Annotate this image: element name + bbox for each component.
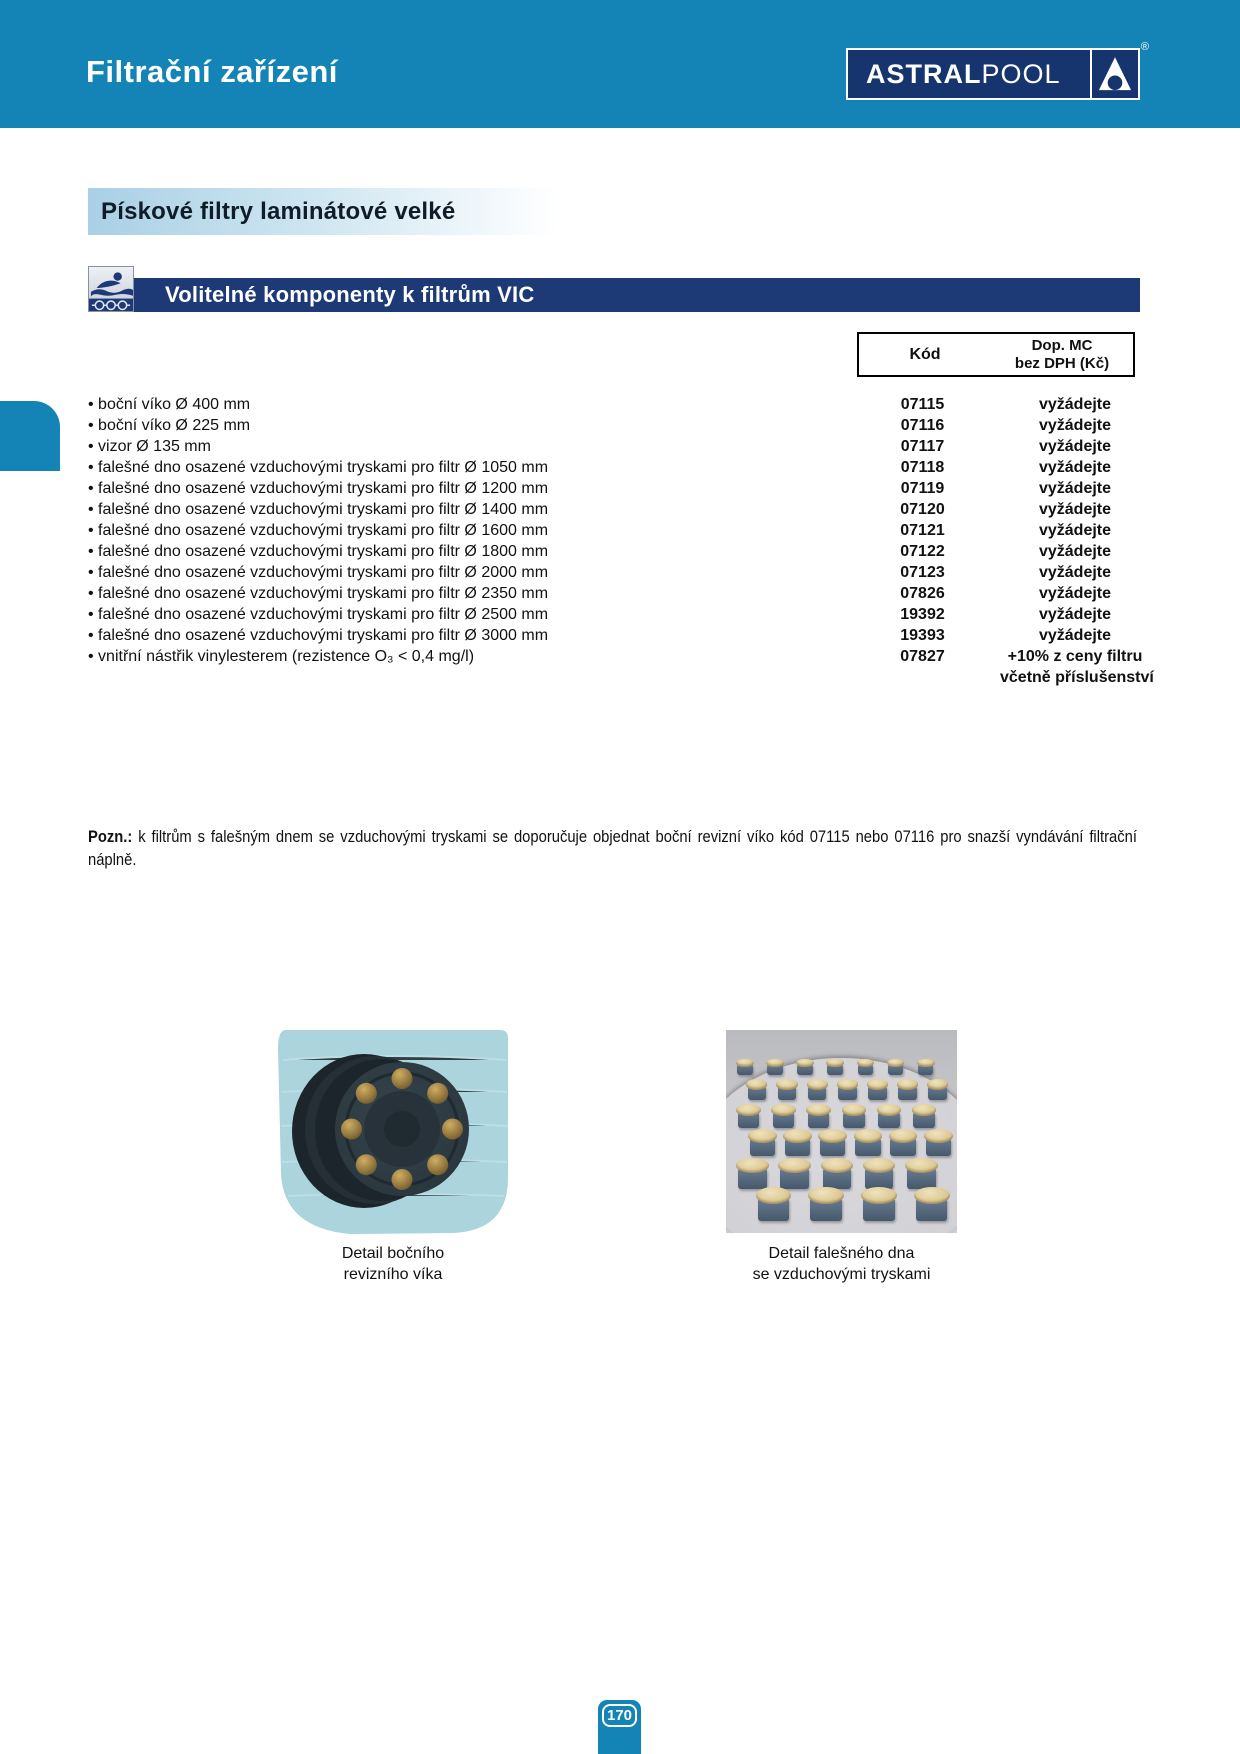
nozzle-decoration [738,1112,760,1128]
table-row [0,562,1240,583]
component-code: 19393 [900,627,945,644]
nozzle-cap [736,1104,761,1116]
table-row [0,415,1240,436]
swimmer-icon [88,266,134,312]
nozzle-cap [917,1059,935,1067]
component-price: vyžádejte [1038,480,1112,497]
table-row [0,436,1240,457]
component-label: • vnitřní nástřik vinylesterem (rezistence O₃ < 0,4 mg/l) [88,646,474,667]
section-title: Pískové filtry laminátové velké [101,197,456,225]
nozzle-decoration [918,1064,934,1075]
registered-mark: ® [1140,41,1149,53]
component-label: • falešné dno osazené vzduchovými tryskami pro filtr Ø 1400 mm [88,499,548,520]
figure-caption-right: Detail falešného dna se vzduchovými tryskami [752,1245,931,1283]
nozzle-decoration [838,1086,857,1100]
nozzle-cap [914,1187,950,1204]
nozzle-decoration [797,1064,813,1075]
nozzle-cap [778,1158,810,1173]
nozzle-decoration [810,1198,842,1221]
component-label: • falešné dno osazené vzduchovými tryskami pro filtr Ø 1800 mm [88,541,548,562]
table-row [0,520,1240,541]
nozzle-cap [821,1158,853,1173]
nozzle-cap [746,1079,767,1089]
nozzle-decoration [843,1112,865,1128]
table-header [857,332,1135,377]
nozzle-cap [924,1129,953,1143]
nozzle-decoration [858,1064,874,1075]
nozzle-cap [776,1079,797,1089]
note-label: Pozn.: [88,828,133,846]
nozzle-decoration [737,1064,753,1075]
component-label: • falešné dno osazené vzduchovými tryskami pro filtr Ø 2350 mm [88,583,548,604]
nozzle-decoration [778,1086,797,1100]
component-price: vyžádejte [1038,459,1112,476]
table-row [0,646,1240,667]
nozzle-decoration [780,1168,809,1189]
nozzle-cap [796,1059,814,1067]
note-text: k filtrům s falešným dnem se vzduchovými tryskami se doporučuje objednat boční revizní víko kód 07115 nebo 07116 pro snazší vyndávání filtrační náplně. [88,828,1137,869]
component-code: 07827 [900,648,945,665]
nozzle-decoration [827,1064,843,1075]
note [88,826,1137,872]
subsection-title-bar [134,278,1140,312]
nozzle-decoration [820,1138,845,1156]
column-header-code: Kód [909,345,941,363]
component-label: • boční víko Ø 225 mm [88,415,250,436]
nozzle-cap [912,1104,937,1116]
figure-caption-left: Detail bočního revizního víka [341,1245,445,1283]
component-code: 07117 [900,438,945,455]
component-price: vyžádejte [1038,522,1112,539]
component-price: vyžádejte [1038,606,1112,623]
nozzle-cap [837,1079,858,1089]
component-code: 07120 [900,501,945,518]
astralpool-a-icon [1090,50,1138,98]
component-label: • falešné dno osazené vzduchovými tryskami pro filtr Ø 1050 mm [88,457,548,478]
nozzle-cap [806,1104,831,1116]
nozzle-cap [748,1129,777,1143]
page-header [0,0,1240,128]
component-code: 07116 [900,417,945,434]
table-row [0,457,1240,478]
component-code: 07826 [900,585,945,602]
nozzle-decoration [878,1112,900,1128]
component-price: vyžádejte [1038,585,1112,602]
nozzle-cap [783,1129,812,1143]
column-header-price: Dop. MC bez DPH (Kč) [1014,336,1110,372]
nozzle-cap [854,1129,883,1143]
nozzle-decoration [863,1198,895,1221]
subsection-title: Volitelné komponenty k filtrům VIC [165,282,535,307]
nozzle-cap [771,1104,796,1116]
nozzle-decoration [785,1138,810,1156]
nozzle-cap [736,1158,768,1173]
component-code: 07118 [900,459,945,476]
nozzle-decoration [823,1168,852,1189]
nozzle-decoration [926,1138,951,1156]
nozzle-decoration [808,1112,830,1128]
component-price-line2: včetně příslušenství [1000,669,1154,686]
astralpool-logo [846,41,1149,100]
component-price: vyžádejte [1038,627,1112,644]
component-price: +10% z ceny filtru [1007,648,1143,665]
table-row [0,394,1240,415]
nozzle-decoration [868,1086,887,1100]
nozzle-cap [927,1079,948,1089]
nozzle-decoration [913,1112,935,1128]
nozzle-cap [863,1158,895,1173]
nozzle-cap [887,1059,905,1067]
nozzle-cap [897,1079,918,1089]
table-row [0,541,1240,562]
page-number: 170 [602,1704,637,1727]
nozzle-cap [889,1129,918,1143]
table-row [0,583,1240,604]
nozzle-cap [861,1187,897,1204]
table-row [0,604,1240,625]
page-number-tab [598,1700,641,1754]
nozzle-decoration [928,1086,947,1100]
nozzle-cap [818,1129,847,1143]
table-row [0,478,1240,499]
component-label: • boční víko Ø 400 mm [88,394,250,415]
component-price: vyžádejte [1038,417,1112,434]
component-code: 19392 [900,606,945,623]
nozzle-cap [736,1059,754,1067]
nozzle-decoration [890,1138,915,1156]
nozzle-decoration [855,1138,880,1156]
section-title-bar [88,188,600,235]
table-row [0,499,1240,520]
component-label: • falešné dno osazené vzduchovými tryskami pro filtr Ø 1600 mm [88,520,548,541]
nozzle-decoration [773,1112,795,1128]
component-price: vyžádejte [1038,501,1112,518]
component-code: 07123 [900,564,945,581]
nozzle-cap [756,1187,792,1204]
table-row [0,625,1240,646]
nozzle-decoration [738,1168,767,1189]
component-price: vyžádejte [1038,438,1112,455]
component-label: • vizor Ø 135 mm [88,436,211,457]
nozzle-cap [808,1187,844,1204]
component-label: • falešné dno osazené vzduchovými tryskami pro filtr Ø 1200 mm [88,478,548,499]
nozzle-decoration [865,1168,894,1189]
component-label: • falešné dno osazené vzduchovými tryskami pro filtr Ø 2500 mm [88,604,548,625]
astralpool-logo-text: ASTRALPOOL [866,58,1061,89]
nozzle-cap [877,1104,902,1116]
photo-false-bottom-nozzles [726,1030,957,1233]
nozzle-cap [842,1104,867,1116]
nozzle-cap [857,1059,875,1067]
table-row-continuation [0,667,1240,688]
component-code: 07115 [900,396,945,413]
photo-side-inspection-lid [278,1030,508,1234]
page-title: Filtrační zařízení [86,54,338,89]
nozzle-decoration [750,1138,775,1156]
component-price: vyžádejte [1038,564,1112,581]
nozzle-decoration [916,1198,948,1221]
component-price: vyžádejte [1038,543,1112,560]
nozzle-decoration [767,1064,783,1075]
component-label: • falešné dno osazené vzduchovými tryskami pro filtr Ø 3000 mm [88,625,548,646]
nozzle-decoration [748,1086,767,1100]
nozzle-decoration [888,1064,904,1075]
component-price: vyžádejte [1038,396,1112,413]
nozzle-cap [766,1059,784,1067]
nozzle-cap [867,1079,888,1089]
nozzle-cap [807,1079,828,1089]
nozzle-decoration [898,1086,917,1100]
nozzle-cap [905,1158,937,1173]
nozzle-decoration [808,1086,827,1100]
nozzle-decoration [758,1198,790,1221]
component-label: • falešné dno osazené vzduchovými tryskami pro filtr Ø 2000 mm [88,562,548,583]
component-code: 07119 [900,480,945,497]
nozzle-cap [826,1059,844,1067]
component-code: 07122 [900,543,945,560]
component-code: 07121 [900,522,945,539]
nozzle-decoration [907,1168,936,1189]
